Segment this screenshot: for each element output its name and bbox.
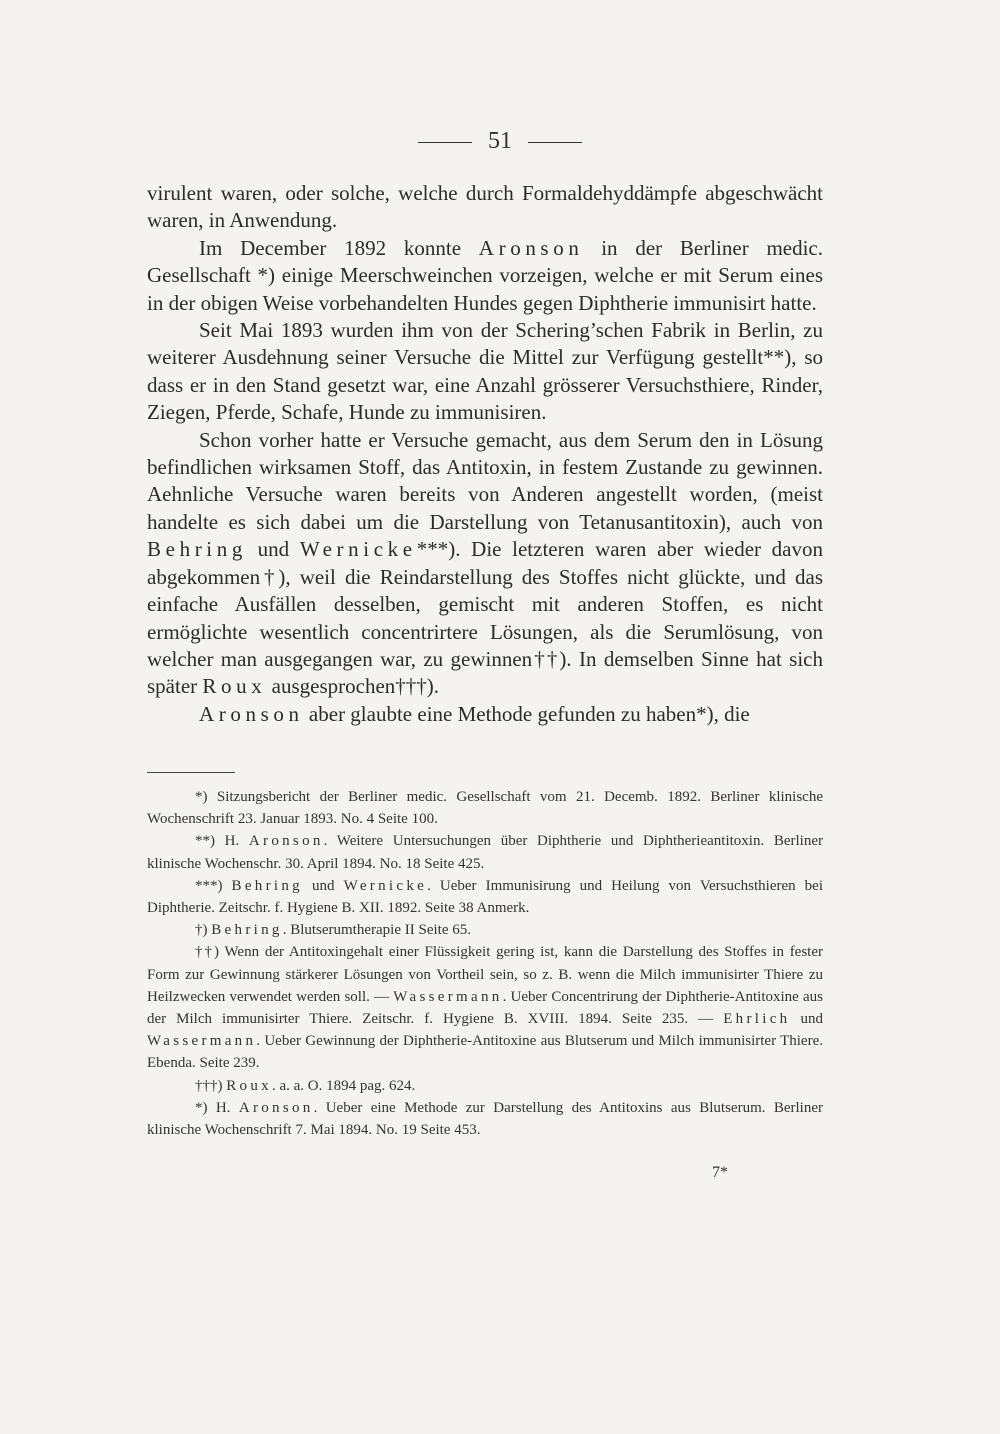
text-run: *) Sitzungsbericht der Berliner medic. Gesellschaft vom 21. Decemb. 1892. Berliner klinische Wochenschrift 23. Januar 1893. No. 4 Seite 100. — [147, 789, 823, 828]
footnote-1 — [147, 786, 823, 830]
spaced-name: Wernicke — [299, 537, 417, 562]
text-run: . Ueber Concentrirung der Diphtherie-Antitoxine aus der Milch immunisirter Thiere. Zeitschr. f. Hygiene B. XVIII. 1894. Seite 235. — — [147, 988, 823, 1028]
spaced-name: Wassermann — [393, 988, 503, 1005]
footnote-6 — [147, 1075, 823, 1097]
signature-mark: 7* — [712, 1164, 728, 1181]
spaced-name: Behring — [231, 877, 303, 894]
text-run: . Ueber Gewinnung der Diphtherie-Antitoxine aus Blutserum und Milch immunisirter Thiere. Ebenda. Seite 239. — [147, 1033, 823, 1072]
header-rule-right — [528, 142, 582, 143]
text-run: und — [247, 537, 300, 562]
page-number: 51 — [488, 128, 512, 154]
text-run: *) H. — [195, 1099, 239, 1116]
text-run: und — [790, 1011, 823, 1028]
text-run: ††) Wenn der Antitoxingehalt einer Flüssigkeit gering ist, kann die Darstellung des Stoffes in fester Form zur Gewinnung stärkerer Lösungen von Vortheil sein, so z. B. wenn die Milch immunisirter Thiere zu Heilzwecken verwendet werden soll. — — [147, 944, 823, 1005]
text-run: und — [302, 877, 344, 894]
spaced-name: Behring — [147, 537, 247, 562]
spaced-name: Aronson — [478, 235, 584, 260]
paragraph-5 — [147, 701, 823, 728]
header-rule-left — [418, 142, 472, 143]
text-run: . Ueber Immunisirung und Heilung von Versuchsthieren bei Diphtherie. Zeitschr. f. Hygiene B. XII. 1892. Seite 38 Anmerk. — [147, 877, 824, 917]
footnote-3 — [147, 875, 823, 919]
footnote-2 — [147, 830, 823, 874]
spaced-name: Wassermann — [147, 1033, 257, 1050]
paragraph-1 — [147, 180, 823, 235]
page-header — [0, 128, 1000, 155]
spaced-name: Roux — [202, 674, 267, 699]
text-run: Seit Mai 1893 wurden ihm von der Schering’schen Fabrik in Berlin, zu weiterer Ausdehnung seiner Versuche die Mittel zur Verfügung gestellt**), so dass er in den Stand gesetzt war, eine Anzahl grösserer Versuchsthiere, Rinder, Ziegen, Pferde, Schafe, Hunde zu immunisiren. — [147, 318, 823, 425]
text-run: ***) — [195, 877, 232, 894]
text-run: . Ueber eine Methode zur Darstellung des Antitoxins aus Blutserum. Berliner klinische Wochenschrift 7. Mai 1894. No. 19 Seite 453. — [147, 1099, 824, 1139]
paragraph-4 — [147, 427, 823, 701]
text-run: ***). Die letzteren waren aber wieder davon abgekommen†), weil die Reindarstellung des Stoffes nicht glückte, und das einfache Ausfällen desselben, gemischt mit anderen Stoffen, es nicht ermöglichte wesentlich concentrirtere Lösungen, als die Serumlösung, von welcher man ausgegangen war, zu gewinnen††). In demselben Sinne hat sich später — [147, 537, 823, 699]
text-run: Schon vorher hatte er Versuche gemacht, aus dem Serum den in Lösung befindlichen wirksamen Stoff, das Antitoxin, in festem Zustande zu gewinnen. Aehnliche Versuche waren bereits von Anderen angestellt worden, (meist handelte es sich dabei um die Darstellung von Tetanusantitoxin), auch von — [147, 427, 823, 534]
spaced-name: Aronson — [238, 1099, 314, 1116]
spaced-name: Ehrlich — [723, 1011, 791, 1028]
spaced-name: Behring — [211, 922, 283, 939]
text-run: **) H. — [195, 833, 249, 850]
spaced-name: Roux — [226, 1077, 272, 1094]
spaced-name: Wernicke — [343, 877, 428, 894]
spaced-name: Aronson — [248, 833, 324, 850]
footnote-4 — [147, 919, 823, 941]
text-run: Im December 1892 konnte — [199, 235, 479, 260]
footnote-7 — [147, 1097, 823, 1141]
spaced-name: Aronson — [199, 701, 304, 726]
text-run: . Weitere Untersuchungen über Diphtherie und Diphtherieantitoxin. Berliner klinische Wochenschr. 30. April 1894. No. 18 Seite 425. — [147, 833, 824, 872]
footnote-separator — [147, 772, 235, 773]
footnote-5 — [147, 941, 823, 1074]
text-run: . Blutserumtherapie II Seite 65. — [282, 922, 471, 939]
text-run: . a. a. O. 1894 pag. 624. — [271, 1077, 416, 1094]
text-run: in der Berliner medic. Gesellschaft *) einige Meerschweinchen vorzeigen, welche er mit Serum eines in der obigen Weise vorbehandelten Hundes gegen Diphtherie immunisirt hatte. — [147, 235, 824, 315]
footnotes — [147, 786, 823, 1141]
text-run: ausgesprochen†††). — [266, 674, 440, 699]
text-run: †) — [195, 922, 212, 939]
text-run: aber glaubte eine Methode gefunden zu haben*), die — [303, 701, 750, 726]
text-run: virulent waren, oder solche, welche durch Formaldehyddämpfe abgeschwächt waren, in Anwendung. — [147, 181, 823, 233]
paragraph-2 — [147, 235, 823, 317]
paragraph-3 — [147, 317, 823, 427]
body-text — [147, 180, 823, 728]
text-run: †††) — [195, 1077, 227, 1094]
